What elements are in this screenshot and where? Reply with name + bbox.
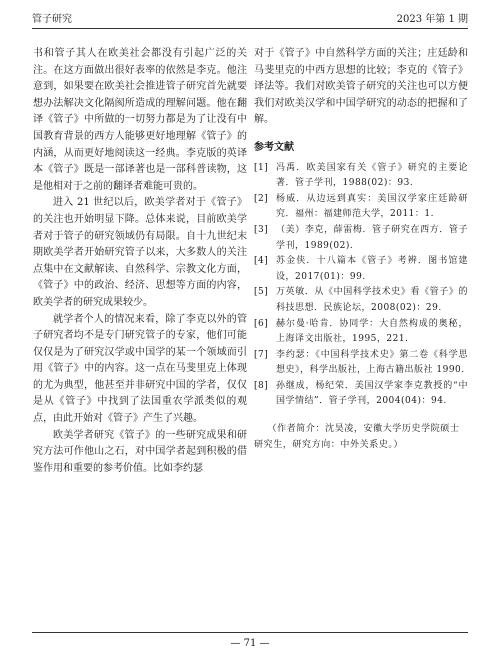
reference-item	[254, 254, 468, 285]
reference-number: [7]	[254, 349, 269, 360]
left-column	[33, 46, 247, 477]
paragraph: 欧美学者研究《管子》的一些研究成果和研究方法可作他山之石，对中国学者起到积极的借鉴作用和重要的参考价值。比如李约瑟	[33, 429, 247, 474]
reference-number: [5]	[254, 287, 269, 298]
reference-item	[254, 192, 468, 223]
page-number: — 71 —	[230, 638, 270, 649]
reference-item	[254, 161, 468, 192]
reference-list	[254, 161, 468, 411]
reference-text: 李约瑟：《中国科学技术史》第二卷《科学思想史》，科学出版社，上海古籍出版社 1990.	[276, 349, 468, 376]
reference-text: 万英敏．从《中国科学技术史》看《管子》的科技思想．民族论坛，2008(02)：29.	[276, 287, 468, 313]
reference-item	[254, 223, 468, 254]
header-rule	[32, 28, 468, 29]
reference-text: 孙继成，杨纪荣．美国汉学家李克教授的“中国学情结”．管子学刊，2004(04)：94.	[276, 380, 468, 407]
reference-text: 赫尔曼·哈肯．协同学：大自然构成的奥秘，上海译文出版社，1995，221.	[276, 318, 468, 345]
reference-number: [4]	[254, 256, 269, 267]
references-heading: 参考文献	[254, 141, 294, 153]
reference-text: 杨威．从边远到真实：美国汉学家庄廷龄研究．福州：福建师范大学，2011：1.	[276, 193, 468, 220]
paragraph: 就学者个人的情况来看，除了李克以外的管子研究者均不是专门研究管子的专家，他们可能仅仅是为了研究汉学或中国学的某一个领域而引用《管子》中的内容。这一点在马斐里克上体现的尤为典型，他甚至并非研究中国的学者，仅仅是从《管子》中找到了法国重农学派类似的观点，由此开始对《管子》产生了兴趣。	[33, 313, 247, 425]
reference-number: [6]	[254, 318, 269, 329]
paragraph: 进入 21 世纪以后，欧美学者对于《管子》的关注也开始明显下降。总体来说，目前欧美学者对于管子的研究领域仍有局限。自十九世纪末期欧美学者开始研究管子以来，大多数人的关注点集中在文献解读、自然科学、宗教文化方面，《管子》中的政治、经济、思想等方面的内容，欧美学者的研究成果较少。	[33, 197, 247, 308]
paragraph: 书和管子其人在欧美社会都没有引起广泛的关注。在这方面做出很好表率的依然是李克。他注意到，如果要在欧美社会推进管子研究首先就要想办法解决文化隔阂所造成的理解问题。他在翻译《管子》中所做的一切努力都是为了让没有中国教育背景的西方人能够更好地理解《管子》的内涵，从而更好地阅读这一经典。李克版的英译本《管子》既是一部译著也是一部科普读物，这是他相对于之前的翻译者难能可贵的。	[33, 48, 247, 192]
journal-name: 管子研究	[32, 14, 72, 25]
reference-text: 冯禹．欧美国家有关《管子》研究的主要论著．管子学刊，1988(02)：93.	[276, 162, 468, 189]
reference-item	[254, 317, 468, 348]
paragraph: 对于《管子》中自然科学方面的关注；庄廷龄和马斐里克的中西方思想的比较；李克的《管子》译法等。我们对欧美管子研究的关注也可以方便我们对欧美汉学和中国学研究的动态的把握和了解。	[254, 48, 468, 126]
footer-rule	[32, 632, 468, 633]
reference-number: [3]	[254, 224, 269, 235]
reference-item	[254, 379, 468, 410]
running-header	[32, 11, 468, 25]
issue-label: 2023 年第 1 期	[396, 14, 468, 25]
author-note: （作者简介：沈昊凌，安徽大学历史学院硕士研究生，研究方向：中外关系史。）	[254, 424, 460, 450]
reference-item	[254, 285, 468, 316]
right-column	[254, 46, 468, 453]
reference-item	[254, 348, 468, 379]
reference-text: （美）李克，薛雷梅．管子研究在西方．管子学刊，1989(02).	[276, 224, 468, 251]
reference-number: [8]	[254, 380, 269, 391]
reference-number: [2]	[254, 193, 269, 204]
reference-text: 苏金侠．十八篇本《管子》考辨．图书馆建设，2017(01)：99.	[276, 256, 468, 282]
reference-number: [1]	[254, 162, 269, 173]
